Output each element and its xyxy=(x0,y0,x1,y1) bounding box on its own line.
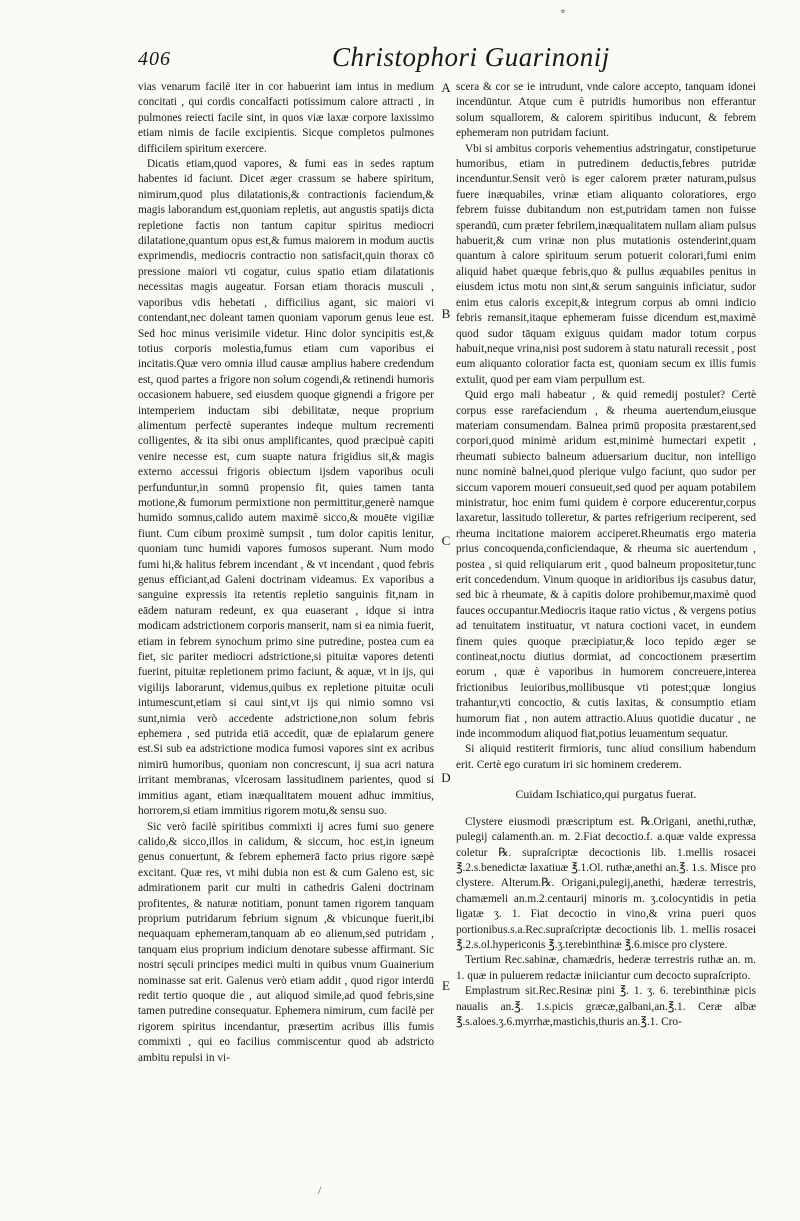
page-number: 406 xyxy=(138,48,171,70)
right-paragraph: Tertium Rec.sabinæ, chamædris, hederæ terrestris ruthæ an. m. 1. quæ in puluerem redactæ iniiciantur cum decocto supraſcripto. xyxy=(456,954,756,982)
section-heading: Cuidam Ischiatico,qui purgatus fuerat. xyxy=(515,787,697,802)
margin-letters xyxy=(438,80,454,1210)
left-paragraph: Dicatis etiam,quod vapores, & fumi eas in sedes raptum habentes id faciunt. Dicet æger crassum se habere spiritum, nimirum,quod plus dilatationis,& contractionis faciendum,& magis laborandum est,quoniam repletis, aut angustis spatijs dicta repletione factis non tantum capitur spiritus mediocri dilatatione,quantum opus est,& fumus maiorem in modum auctis exprimendis, mediocris contractio non satisfacit,quin thorax cō pressione maiori vti cogatur, cuius spatio etiam dilatationis necessitas magis augeatur. Forsan etiam thoracis musculi , vaporibus vdis hebetati , difficilius agant, sic maiori vi contendant,nec doleant tamen quoniam vaporum genus leue est. Sed hoc minus verisimile videtur. Hinc dolor syncipitis est,& totius corporis molestia,fumus etiam cum vaporibus ei incitatis.Quæ vero omnia illud causæ amplius habere credendum est, quod partes a frigore non solum cogendi,& retinendi humoris occasionem habuere, sed eiusdem quoque gignendi a frigore per intemperiem inductam sibi debilitatæ, neque proprium alimentum perfectè superantes indeque multum recrementi colligentes, & ita sibi onus amplificantes, quod præcipuè capiti venire necesse est, cum suapte natura frigidius sit,& magis externo accessui frigoris obiectum ijsdem vaporibus oculi perfunduntur,in somnū propensio fit, quies tamen tanta motione,& fumorum permixtione non permittitur,generè namque humido somnus,calido autem maximè sicco,& mouēte vigiliæ fiunt. Cum cibum proximè sumpsit , tum dolor capitis lenitur, quoniam tunc humidi vapores fumosos superant. Num modo fumi hi,& halitus febrem incendant , & vt incendant , quod febris genus efficiant,ad Galeni doctrinam videamus. Ex vaporibus a sanguine expressis ita retentis repletio sanguinis fit,nam in eādem naturam redeunt, ex qua euaserant , idque si intra modicam adstrictionem corporis manserit, nam si ea nimia fuerit, etiam in febrem synochum primo sine putredine, postea cum ea fiet, sic pariter mediocri adstrictione,si pituitæ vapores detenti fuerint, pituitæ repletionem primo faciunt, & aquæ, vt in ijs, qui vigilijs laborarunt, videmus,quibus ex repletione pituitæ oculi intumescunt,etiam si caui sint,vt ijs qui nimio somno vsi sunt,nimia verò accedente adstrictione,non solum febris ephemera , sed putrida etiā accedit, quæ de epialarum genere est.Si sub ea adstrictione modica fumosi vapores sint ex acribus nimirū humoribus, quoniam non concrescunt, ij sua acri natura irritant membranas, vlcerosam lassitudinem parientes, quod si immitius agant, etiam inæqualitatem mouent adhuc immitius, horrorem,si etiam immitius rigorem motu,& sensu suo. xyxy=(138,158,434,818)
margin-letter-b: B xyxy=(441,306,451,321)
left-paragraph: Sic verò facilè spiritibus commixti ij acres fumi suo genere calido,& sicco,illos in calidum, & siccum, hoc est,in igneum genus conuertunt, & febrem ephemerā facto prius rigore sæpè excitant. Quæ res, vt mihi dubia non est & cum Galeno est, sic admirationem parit cur multi in cathedris Galeni doctrinam profitentes, & naturæ notitiam, ponunt tamen rigorem tanquam proprium putridarum febrium signum ,& vbicunque fuerit,ibi nequaquam ephemeram,tanquam ab eo alienum,sed putridam , tanquam eius proprium indicium denotare subesse affirmant. Sic nostri sęculi principes medici multi in quibus vnum Guainerium nominasse sat erit. Galenus verò etiam addit , quod rigor interdū redit tertio quoque die , aut aliquod simile,ad quod febris,sine tamen putredine consequatur. Ephemera nimirum, cum facilè per rigorem spiritus incendantur, præsertim acribus illis fumis commixti , qui eo facilius commiscentur quod ab adstricto ambitu repulsi in vi- xyxy=(138,820,434,1064)
margin-letter-e: E xyxy=(442,978,450,993)
right-paragraph: Vbi si ambitus corporis vehementius adstringatur, constipeturue humoribus, etiam in putredinem deductis,febres putridæ incenduntur.Sensit verò is eger calorem præter naturam,pulsus fuere inæquabiles, vrinæ etiam aliquanto coloratiores, ergo febrem fuisse dubitandum non est,putridam tamen non fuisse sperandū, cum præter febrilem,inæqualitatem nullam aliam pulsus habuerit,& cum vrinæ non plus mutationis ostenderint,quam quantum à calore spirituum serum potuerit colorari,fumi enim aliquid habet quæque febris,quo & pullus æquabiles penitus in eiusdem ictus motu non sint,& serum sanguinis inficiatur, sudor enim etus caloris excepit,& integrum corpus ab omni indicio febris remansit,itaque ephemeram fuisse dicendum est,maximè quod sudor tāquam exiguus quidam mador totum corpus habuit,neque vrina,nisi post sudorem à statu naturali recessit , post eum aliquanto coloratior facta est, quoniam secum ex illis fumis extulit, quod per eam viam perpullum est. xyxy=(456,142,756,386)
ink-mark-icon: ∘ xyxy=(560,4,566,18)
right-paragraph: Si aliquid restiterit firmioris, tunc aliud consilium habendum erit. Certè ego curatum iri sic hominem crederem. xyxy=(456,743,756,771)
right-paragraph: scera & cor se ie intrudunt, vnde calore accepto, tanquam idonei incendūntur. Atque cum è putridis humoribus non efferantur solum squallorem, & calorem spiritibus inducunt, & febrem ephemeram non putridam faciunt. xyxy=(456,81,756,140)
ink-slash-icon: / xyxy=(318,1183,322,1197)
margin-letter-a: A xyxy=(441,80,451,95)
right-paragraph: Clystere eiusmodi præscriptum est. ℞.Origani, anethi,ruthæ, pulegij calamenth.an. m. 2.Fiat decoctio.f. a.quæ valde expressa coletur ℞. supraſcriptæ decoctionis lib. 1.mellis rosacei ℥.2.s.benedictæ laxatiuæ ℥.1.Ol. ruthæ,anethi an.℥. 1.s. Misce pro clystere. Alterum.℞. Origani,pulegij,anethi, hæderæ terrestris, chamæmeli an.m.2.centaurij minoris m. ʒ.colocyntidis in petia ligatæ ʒ. 1. Fiat decoctio in vino,& vrina pueri quos portionibus.s.a.Rec.supraſcriptæ decoctionis lib. 1. mellis rosacei ℥.2.s.ol.hypericonis ℥.ʒ.terebinthinæ ℥.6.misce pro clystere. xyxy=(456,815,756,951)
running-title: Christophori Guarinonij xyxy=(332,42,610,72)
right-column xyxy=(456,80,756,1210)
left-column xyxy=(138,80,434,1210)
margin-letter-c: C xyxy=(441,533,451,548)
right-paragraph: Quid ergo mali habeatur , & quid remedij postulet? Certè corpus esse rarefaciendum , & rheuma auertendum,eiusque materiam consumendam. Balnea primū proposita præstarent,sed corpori,quod minimè aridum est,minimè humectari expetit , rheumati subiecto balneum aduersarium ducitur, non intelligo nunc nominè balnei,quod plerique vulgo faciunt, quo sudor per siccum vaporem moueri consueuit,sed quod per aquam potabilem ministratur, hoc enim fumi quidem è corpore educerentur,corpus laxaretur, lassitudo tolleretur, & partes refrigerium reciperent, sed rheuma incitatione maiorem acciperet.Rheumatis ergo materia prius concoquenda,conficiendaque, & rheuma sic auertendum , postea , si quid reliquiarum erit , quod balneum propositetur,tunc erit concedendum. Vinum quoque in aridioribus ijs casubus datur, sed bic à rheumate, & à capitis dolore prohibemur,maximè quod fauces occupantur.Mediocris itaque ratio victus , & vergens potius ad tenuitatem instituatur, vt natura coctioni vacet, in eundem finem quies quoque præcipiatur,& loco tepido æger se contineat,noctu diutius dormiat, ad concoctionem præsertim eorum , quæ è vaporibus in humorem concreuere,interea frictionibus leuioribus,mollibusque vti potest;quæ longius trahantur,vti concoctio, & cutis laxitas, & consumptio etiam humorum fiat , non autem attractio.Aluus quotidie ducatur , ne inde incommodum aliquod fiat,potius leuamentum sequatur. xyxy=(456,389,756,741)
right-paragraph: Emplastrum sit.Rec.Resinæ pini ℥. 1. ʒ. 6. terebinthinæ picis naualis an.℥. 1.s.picis græcæ,galbani,an.℥.1. Ceræ albæ ℥.s.aloes.ʒ.6.myrrhæ,mastichis,thuris an.℥.1. Cro- xyxy=(456,985,756,1028)
margin-letter-d: D xyxy=(441,770,451,785)
left-paragraph: vias venarum facilè iter in cor habuerint iam intus in medium concitati , qui cordis concalfacti potissimum calore attracti , in pulmones reiecti facile sint, in quos viæ laxæ corpore laxissimo etiam nimis de facile excipientis. Sicque completos pulmones difficilem spiritum exercere. xyxy=(138,81,434,155)
page-header xyxy=(0,40,800,80)
